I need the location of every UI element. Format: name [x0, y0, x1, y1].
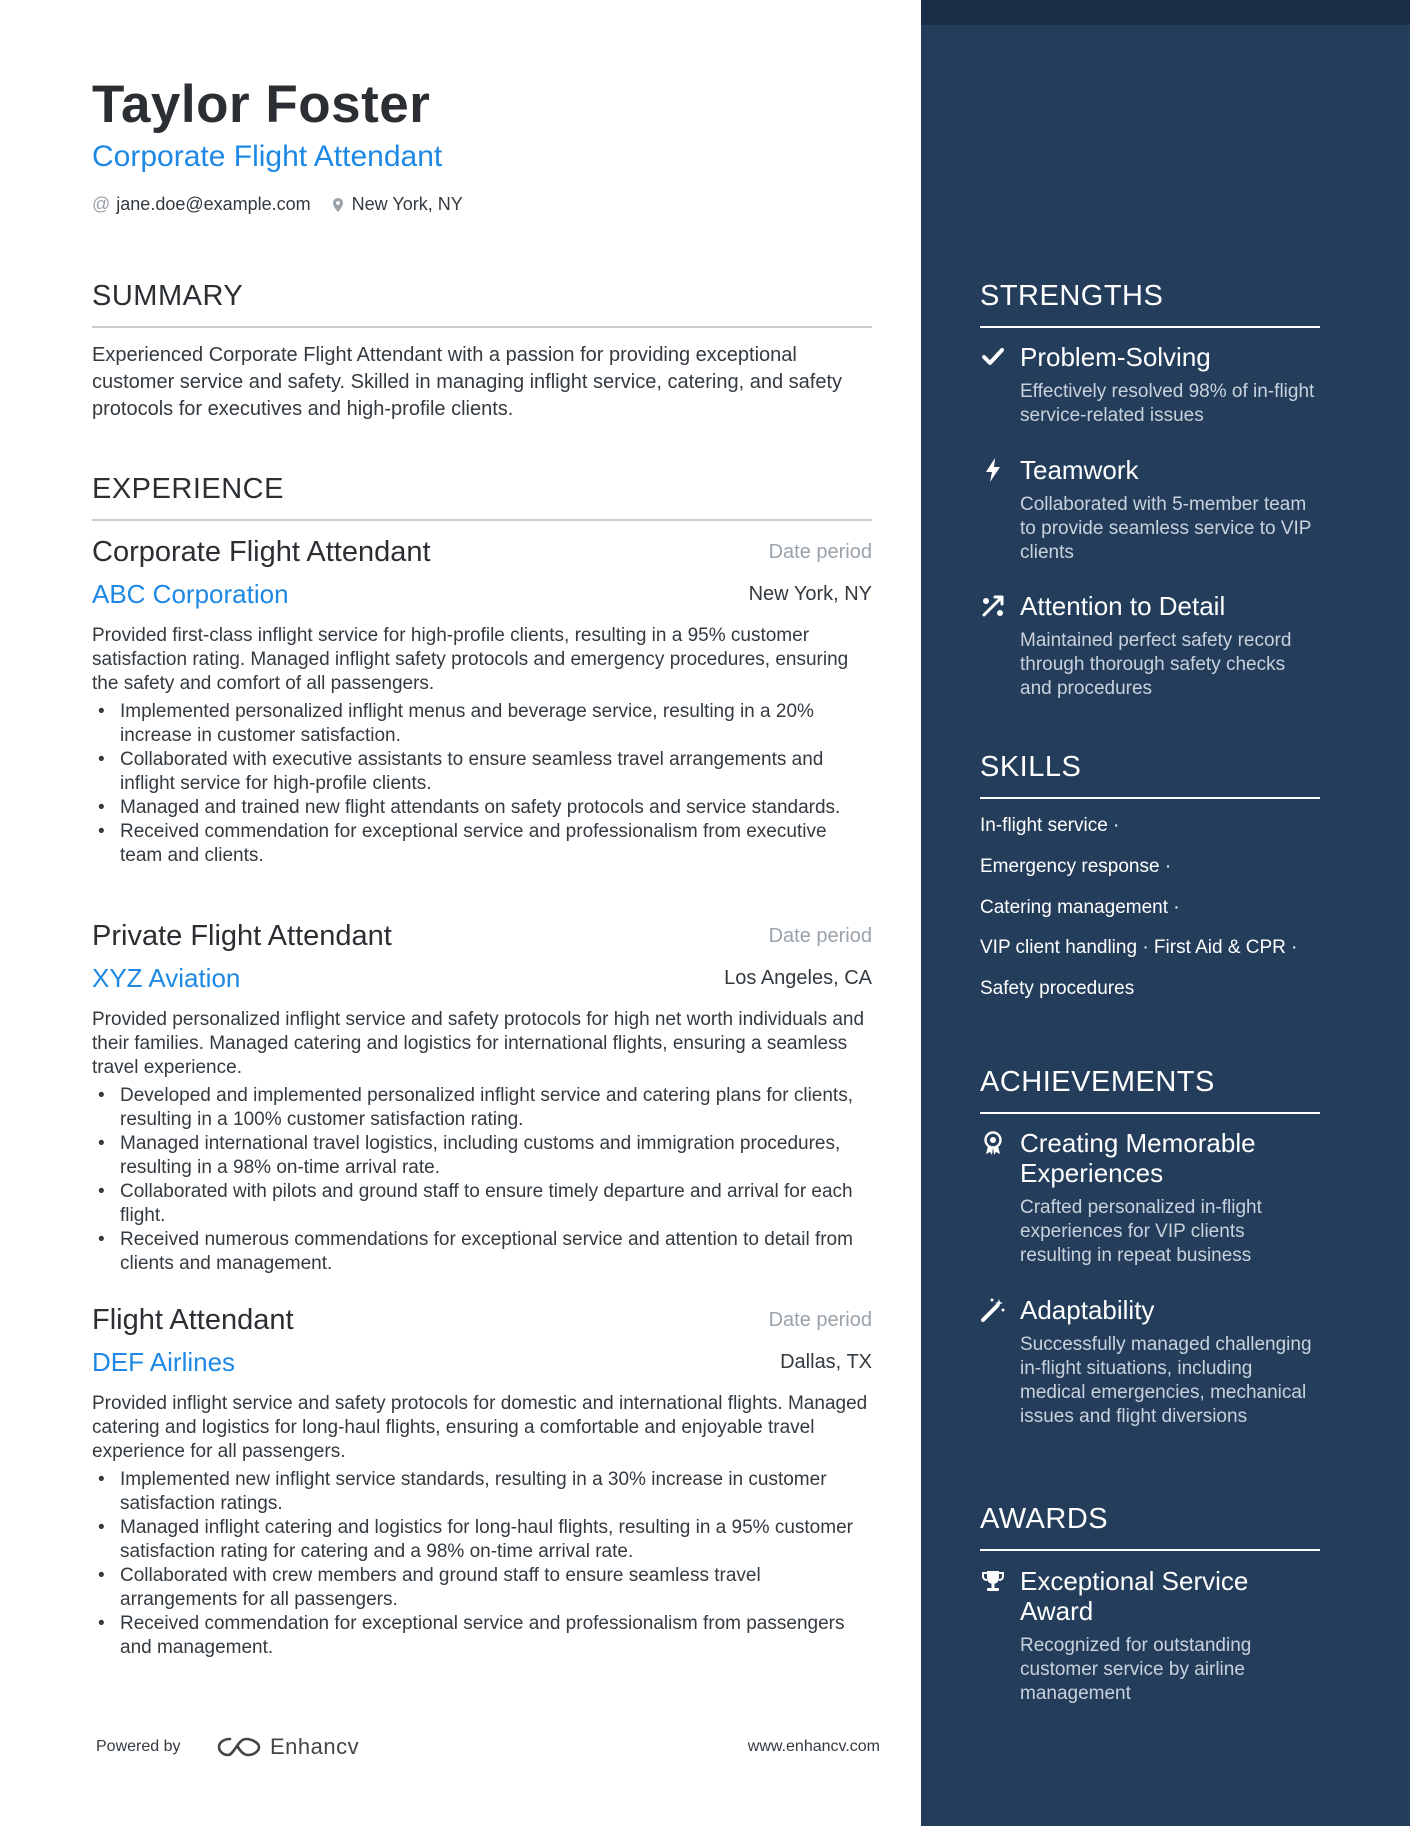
- sidebar: [921, 0, 1410, 1826]
- location-contact: [333, 194, 463, 215]
- achievement-desc: Crafted personalized in-flight experiences for VIP clients resulting in repeat business: [1020, 1197, 1262, 1266]
- lightning-bolt-icon: [980, 457, 1006, 483]
- job-description: Provided first-class inflight service for high-profile clients, resulting in a 95% customer satisfaction rating. Managed inflight safety protocols and emergency procedures, ensuring the safety and comfort of all passengers.: [92, 625, 849, 694]
- job-bullets: [92, 700, 872, 868]
- magic-wand-icon: [980, 1297, 1006, 1323]
- skill-item: VIP client handling · First Aid & CPR ·: [980, 937, 1298, 958]
- job-date: Date period: [768, 1309, 872, 1331]
- job-bullet: • Managed international travel logistics, including customs and immigration procedures, resulting in a 98% on-time arrival rate.: [92, 1132, 872, 1180]
- strength-desc: Maintained perfect safety record through thorough safety checks and procedures: [1020, 630, 1292, 699]
- sidebar-top-bar: [921, 0, 1410, 25]
- experience-heading: EXPERIENCE: [92, 473, 284, 505]
- strengths-divider: [980, 326, 1320, 328]
- job-title: Corporate Flight Attendant: [92, 536, 431, 568]
- job-title: Flight Attendant: [92, 1304, 294, 1336]
- achievements-divider: [980, 1112, 1320, 1114]
- strength-title: Attention to Detail: [1020, 591, 1226, 621]
- target-arrow-icon: [980, 593, 1006, 619]
- strength-desc: Effectively resolved 98% of in-flight service-related issues: [1020, 381, 1315, 426]
- at-icon: @: [92, 194, 111, 214]
- strength-title: Problem-Solving: [1020, 342, 1211, 372]
- job-bullet: • Received commendation for exceptional service and professionalism from passengers and management.: [92, 1612, 872, 1660]
- awards-heading: AWARDS: [980, 1503, 1109, 1535]
- job-description: Provided inflight service and safety protocols for domestic and international flights. Managed catering and logistics for long-haul flights, ensuring a comfortable and enjoyable travel experience for all passengers.: [92, 1393, 868, 1462]
- skill-item: In-flight service ·: [980, 815, 1120, 836]
- summary-heading: SUMMARY: [92, 280, 244, 312]
- candidate-role: Corporate Flight Attendant: [92, 140, 443, 173]
- experience-divider: [92, 519, 872, 521]
- contact-info: [92, 194, 485, 215]
- checkmark-icon: [980, 344, 1006, 370]
- job-bullet: • Managed inflight catering and logistics for long-haul flights, resulting in a 95% customer satisfaction rating for catering and a 98% on-time arrival rate.: [92, 1516, 872, 1564]
- job-bullet: • Received numerous commendations for exceptional service and attention to detail from clients and management.: [92, 1228, 872, 1276]
- job-company[interactable]: ABC Corporation: [92, 579, 289, 609]
- trophy-icon: [980, 1568, 1006, 1594]
- strengths-heading: STRENGTHS: [980, 280, 1164, 312]
- achievement-title: Creating Memorable Experiences: [1020, 1128, 1256, 1188]
- job-bullet: • Implemented personalized inflight menus and beverage service, resulting in a 20% increase in customer satisfaction.: [92, 700, 872, 748]
- job-location: Los Angeles, CA: [724, 967, 872, 989]
- summary-text: Experienced Corporate Flight Attendant with a passion for providing exceptional customer service and safety. Skilled in managing inflight service, catering, and safety protocols for executives and high-profile clients.: [92, 344, 842, 420]
- achievement-title: Adaptability: [1020, 1295, 1155, 1325]
- website-link[interactable]: www.enhancv.com: [747, 1738, 880, 1755]
- job-bullet: • Collaborated with pilots and ground staff to ensure timely departure and arrival for each flight.: [92, 1180, 872, 1228]
- summary-divider: [92, 326, 872, 328]
- job-location: Dallas, TX: [780, 1351, 872, 1373]
- brand-logo[interactable]: [216, 1734, 359, 1760]
- award-title: Exceptional Service Award: [1020, 1566, 1249, 1626]
- skill-item: Catering management ·: [980, 897, 1180, 918]
- job-bullets: [92, 1084, 872, 1276]
- strength-title: Teamwork: [1020, 455, 1139, 485]
- awards-divider: [980, 1549, 1320, 1551]
- skills-heading: SKILLS: [980, 751, 1082, 783]
- footer: [96, 1734, 880, 1764]
- skill-item: Safety procedures: [980, 978, 1135, 999]
- enhancv-logo-icon: [216, 1735, 262, 1759]
- powered-by-label: Powered by: [96, 1738, 181, 1755]
- map-pin-icon: [333, 198, 343, 212]
- job-company[interactable]: DEF Airlines: [92, 1347, 236, 1377]
- email-contact[interactable]: [92, 194, 311, 215]
- candidate-name: Taylor Foster: [92, 75, 431, 134]
- job-title: Private Flight Attendant: [92, 920, 392, 952]
- strength-desc: Collaborated with 5-member team to provide seamless service to VIP clients: [1020, 494, 1312, 563]
- job-bullet: • Received commendation for exceptional service and professionalism from executive team and clients.: [92, 820, 872, 868]
- achievement-desc: Successfully managed challenging in-flight situations, including medical emergencies, mechanical issues and flight diversions: [1020, 1334, 1312, 1427]
- job-description: Provided personalized inflight service and safety protocols for high net worth individuals and their families. Managed catering and logistics for international flights, ensuring a seamless travel experience.: [92, 1009, 865, 1078]
- job-date: Date period: [768, 925, 872, 947]
- location-text: New York, NY: [351, 194, 463, 214]
- skill-item: Emergency response ·: [980, 856, 1172, 877]
- job-company[interactable]: XYZ Aviation: [92, 963, 241, 993]
- achievements-heading: ACHIEVEMENTS: [980, 1066, 1215, 1098]
- job-location: New York, NY: [748, 583, 872, 605]
- brand-name: Enhancv: [270, 1734, 360, 1759]
- job-bullet: • Managed and trained new flight attendants on safety protocols and service standards.: [92, 796, 872, 820]
- award-medal-icon: [980, 1130, 1006, 1156]
- skills-divider: [980, 797, 1320, 799]
- job-bullet: • Implemented new inflight service standards, resulting in a 30% increase in customer satisfaction ratings.: [92, 1468, 872, 1516]
- job-bullet: • Collaborated with executive assistants to ensure seamless travel arrangements and inflight service for high-profile clients.: [92, 748, 872, 796]
- job-bullet: • Collaborated with crew members and ground staff to ensure seamless travel arrangements for all passengers.: [92, 1564, 872, 1612]
- job-date: Date period: [768, 541, 872, 563]
- email-text[interactable]: jane.doe@example.com: [116, 194, 311, 214]
- job-bullet: • Developed and implemented personalized inflight service and catering plans for clients, resulting in a 100% customer satisfaction rating.: [92, 1084, 872, 1132]
- job-bullets: [92, 1468, 872, 1660]
- award-desc: Recognized for outstanding customer service by airline management: [1020, 1635, 1252, 1704]
